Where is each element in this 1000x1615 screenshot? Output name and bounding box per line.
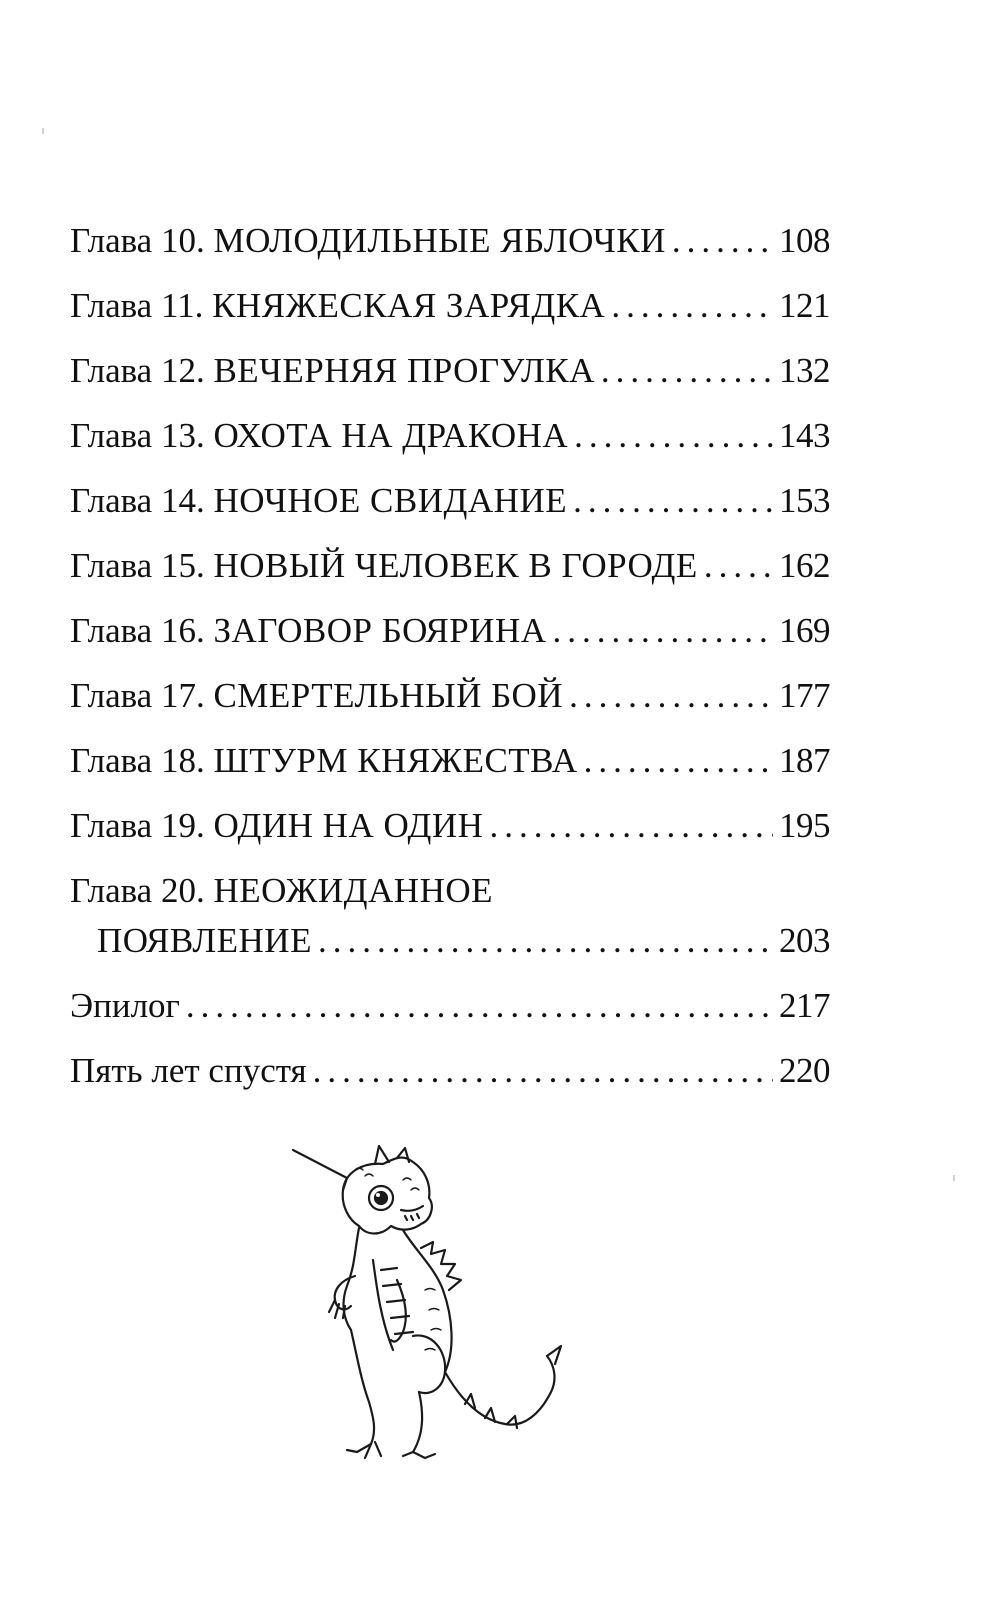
chapter-label: Глава 20. <box>70 871 205 910</box>
toc-entry-five-years-later[interactable] <box>70 1038 830 1103</box>
page-number: 195 <box>779 806 830 845</box>
chapter-title-continued: ПОЯВЛЕНИЕ <box>97 921 312 960</box>
dot-leader <box>569 663 773 728</box>
chapter-title: ВЕЧЕРНЯЯ ПРОГУЛКА <box>213 351 595 390</box>
dot-leader <box>672 208 773 273</box>
page-number: 132 <box>779 351 830 390</box>
chapter-label: Глава 18. <box>70 741 205 780</box>
dot-leader <box>611 273 773 338</box>
chapter-label: Глава 16. <box>70 611 205 650</box>
dot-leader <box>704 533 773 598</box>
page-number: 108 <box>779 221 830 260</box>
scan-speck <box>42 128 44 134</box>
chapter-label: Глава 10. <box>70 221 205 260</box>
chapter-label: Глава 17. <box>70 676 205 715</box>
chapter-title: ШТУРМ КНЯЖЕСТВА <box>213 741 578 780</box>
page-number: 162 <box>779 546 830 585</box>
chapter-label: Глава 12. <box>70 351 205 390</box>
baby-dragon-illustration <box>285 1140 605 1480</box>
toc-entry-chapter-13[interactable] <box>70 403 830 468</box>
table-of-contents <box>70 208 830 1103</box>
dot-leader <box>186 973 773 1038</box>
toc-entry-epilogue[interactable] <box>70 973 830 1038</box>
toc-entry-chapter-17[interactable] <box>70 663 830 728</box>
chapter-title: МОЛОДИЛЬНЫЕ ЯБЛОЧКИ <box>213 221 666 260</box>
toc-entry-chapter-11[interactable] <box>70 273 830 338</box>
chapter-title: ОДИН НА ОДИН <box>213 806 484 845</box>
page-number: 220 <box>779 1051 830 1090</box>
section-label: Эпилог <box>70 986 180 1025</box>
page-number: 153 <box>779 481 830 520</box>
scan-speck <box>953 1175 955 1181</box>
page-number: 187 <box>779 741 830 780</box>
chapter-title: СМЕРТЕЛЬНЫЙ БОЙ <box>213 676 564 715</box>
section-label: Пять лет спустя <box>70 1051 307 1090</box>
dot-leader <box>318 908 773 973</box>
chapter-label: Глава 14. <box>70 481 205 520</box>
toc-entry-chapter-15[interactable] <box>70 533 830 598</box>
toc-entry-chapter-18[interactable] <box>70 728 830 793</box>
chapter-label: Глава 19. <box>70 806 205 845</box>
chapter-title: НЕОЖИДАННОЕ <box>213 871 494 910</box>
dot-leader <box>573 468 773 533</box>
dot-leader <box>584 728 773 793</box>
page-number: 217 <box>779 986 830 1025</box>
page-number: 121 <box>779 286 830 325</box>
chapter-title: НОЧНОЕ СВИДАНИЕ <box>213 481 568 520</box>
toc-entry-chapter-14[interactable] <box>70 468 830 533</box>
toc-entry-chapter-20-continued[interactable] <box>70 908 830 973</box>
page-number: 143 <box>779 416 830 455</box>
chapter-title: НОВЫЙ ЧЕЛОВЕК В ГОРОДЕ <box>213 546 698 585</box>
dot-leader <box>601 338 773 403</box>
dot-leader <box>489 793 773 858</box>
chapter-label: Глава 15. <box>70 546 205 585</box>
toc-entry-chapter-19[interactable] <box>70 793 830 858</box>
toc-entry-chapter-10[interactable] <box>70 208 830 273</box>
toc-entry-chapter-20[interactable] <box>70 858 830 908</box>
page-number: 169 <box>779 611 830 650</box>
dot-leader <box>574 403 773 468</box>
chapter-label: Глава 13. <box>70 416 205 455</box>
page-number: 177 <box>779 676 830 715</box>
chapter-title: ОХОТА НА ДРАКОНА <box>213 416 569 455</box>
page-number: 203 <box>779 921 830 960</box>
toc-entry-chapter-12[interactable] <box>70 338 830 403</box>
dot-leader <box>553 598 774 663</box>
chapter-title: КНЯЖЕСКАЯ ЗАРЯДКА <box>212 286 606 325</box>
chapter-label: Глава 11. <box>70 286 204 325</box>
toc-entry-chapter-16[interactable] <box>70 598 830 663</box>
chapter-title: ЗАГОВОР БОЯРИНА <box>213 611 547 650</box>
dot-leader <box>313 1038 773 1103</box>
